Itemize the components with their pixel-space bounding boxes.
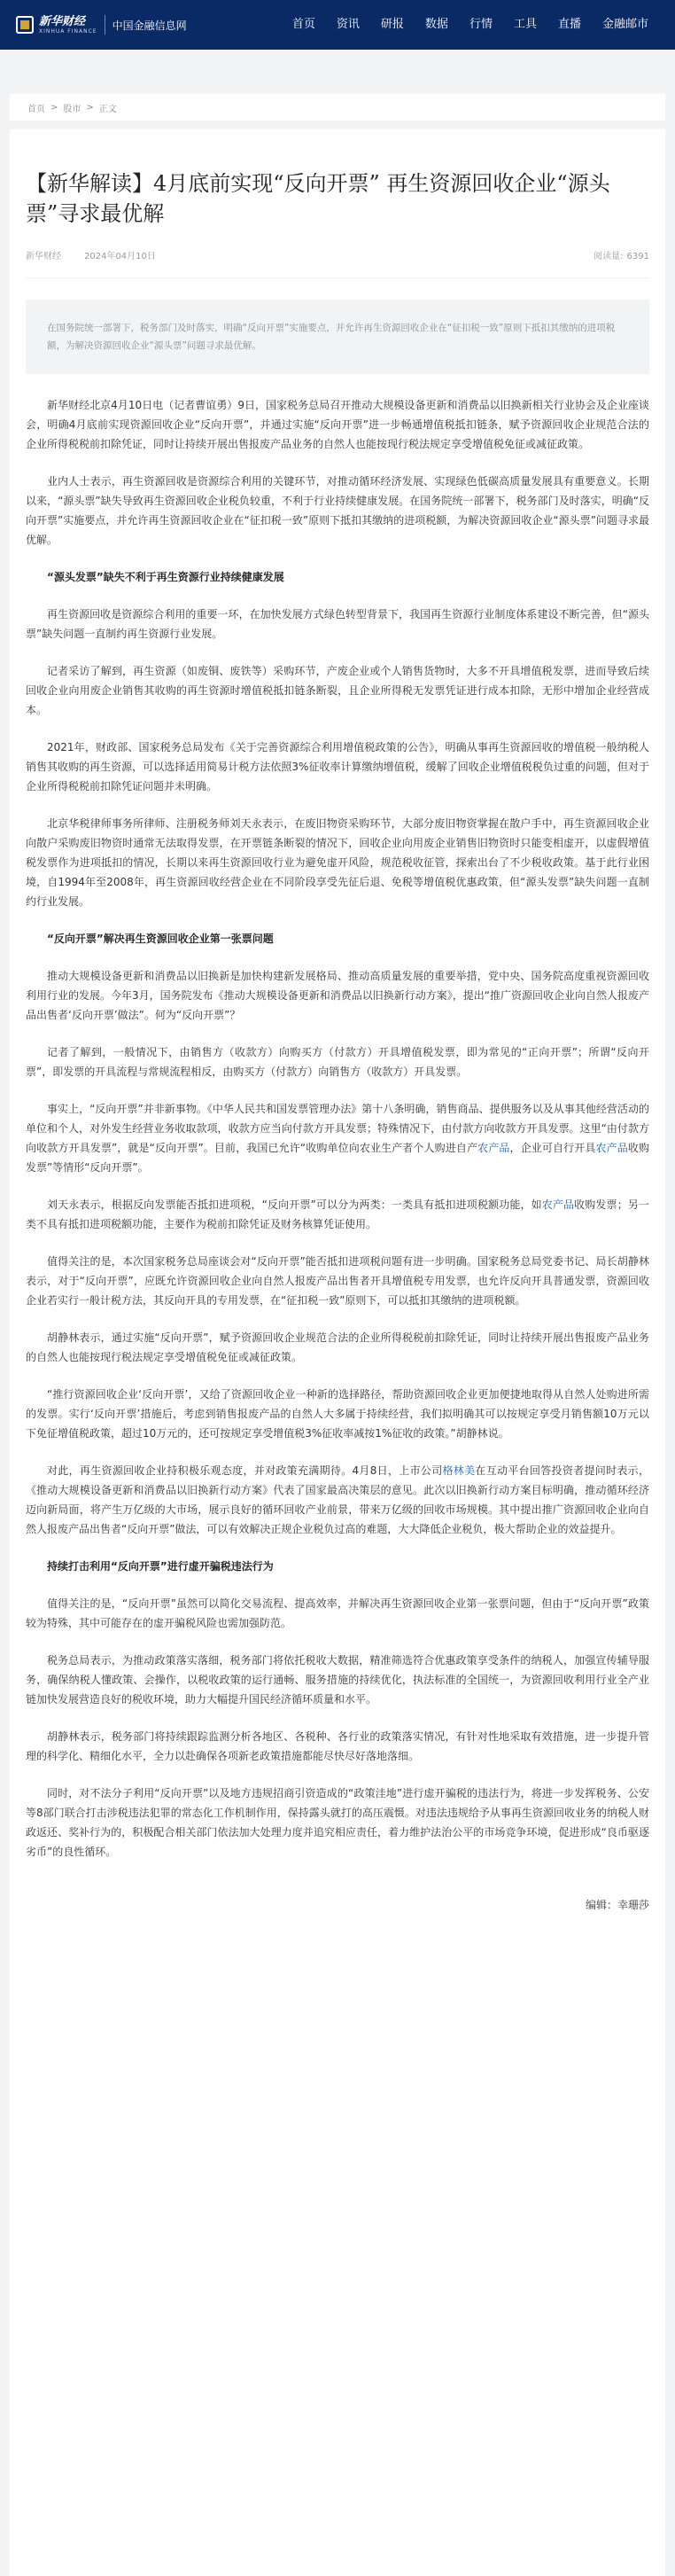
section-heading: 持续打击利用“反向开票”进行虚开骗税违法行为 — [47, 1560, 274, 1573]
article — [10, 129, 665, 2576]
text-span: 事实上，“反向开票”并非新事物。《中华人民共和国发票管理办法》第十八条明确，销售商品、提供服务以及从事其他经营活动的单位和个人，对外发生经营业务收取款项，收款方应当向付款方开具发票；特殊情况下，由付款方向收款方开具发票。这里“由付款方向收款方开具发票”，就是“反向开票”。目前，我国已允许“收购单位向农业生产者个人购进自产 — [26, 1103, 649, 1154]
nav-home[interactable]: 首页 — [291, 18, 315, 31]
article-summary: 在国务院统一部署下，税务部门及时落实，明确“反向开票”实施要点，并允许再生资源回收企业在“征扣税一致”原则下抵扣其缴纳的进项税额，为解决资源回收企业“源头票”问题寻求最优解。 — [26, 300, 649, 374]
section-heading: “反向开票”解决再生资源回收企业第一张票问题 — [47, 933, 274, 945]
nav-data[interactable]: 数据 — [424, 18, 448, 31]
paragraph: 记者了解到，一般情况下，由销售方（收款方）向购买方（付款方）开具增值税发票，即为常见的“正向开票”；所谓“反向开票”，即发票的开具流程与常规流程相反，由购买方（付款方）向销售方（收款方）开具发票。 — [26, 1046, 649, 1078]
breadcrumb-separator: > — [86, 102, 94, 113]
paragraph: “推行资源回收企业‘反向开票’，又给了资源回收企业一种新的选择路径，帮助资源回收企业更加便捷地取得从自然人处购进所需的发票。实行‘反向开票’措施后，考虑到销售报废产品的自然人大多属于持续经营，我们拟明确其可以按规定享受月销售额10万元以下免征增值税政策，超过10万元的，还可按规定享受增值税3%征收率减按1%征收的政策。”胡静林说。 — [26, 1388, 649, 1440]
paragraph — [26, 1195, 649, 1234]
nav-tools[interactable]: 工具 — [513, 18, 537, 31]
text-span: ，企业可自行开具 — [509, 1142, 596, 1154]
nav-news[interactable]: 资讯 — [336, 18, 360, 31]
agricultural-products-link[interactable]: 农产品 — [477, 1142, 510, 1154]
nav-finance-stamps[interactable]: 金融邮市 — [601, 18, 648, 31]
views-label: 阅读量: — [594, 252, 624, 262]
breadcrumb-separator: > — [50, 102, 58, 113]
article-views — [594, 248, 649, 262]
nav-research[interactable]: 研报 — [380, 18, 404, 31]
paragraph — [26, 1099, 649, 1177]
article-date: 2024年04月10日 — [84, 252, 156, 262]
paragraph: 税务总局表示，为推动政策落实落细，税务部门将依托税收大数据，精准筛选符合优惠政策享受条件的纳税人，加强宣传辅导服务，确保纳税人懂政策、会操作，以税收政策的运行通畅、服务措施的持续优化，执法标准的全国统一，为资源回收利用行业全产业链加快发展营造良好的税收环境，助力大幅提升国民经济循环质量和水平。 — [26, 1654, 649, 1706]
article-body — [26, 395, 649, 1912]
breadcrumb-current: 正文 — [98, 104, 117, 114]
article-source: 新华财经 — [26, 252, 61, 262]
paragraph: 2021年，财政部、国家税务总局发布《关于完善资源综合利用增值税政策的公告》，明确从事再生资源回收的增值税一般纳税人销售其收购的再生资源，可以选择适用简易计税方法依照3%征收率计算缴纳增值税，缓解了回收企业增值税税负过重的问题，但对于企业所得税税前扣除凭证问题并未明确。 — [26, 741, 649, 792]
paragraph: 值得关注的是，“反向开票”虽然可以简化交易流程、提高效率，并解决再生资源回收企业第一张票问题，但由于“反向开票”政策较为特殊，其中可能存在的虚开骗税风险也需加强防范。 — [26, 1597, 649, 1629]
views-count: 6391 — [626, 252, 649, 262]
breadcrumb-stocks[interactable]: 股市 — [63, 104, 81, 114]
article-editor: 编辑：幸珊莎 — [585, 1899, 649, 1911]
text-span: 收购发票”等情形“反向开票”。 — [26, 1142, 649, 1174]
agricultural-products-link[interactable]: 农产品 — [541, 1198, 575, 1211]
paragraph: 推动大规模设备更新和消费品以旧换新是加快构建新发展格局、推动高质量发展的重要举措，党中央、国务院高度重视资源回收利用行业的发展。今年3月，国务院发布《推动大规模设备更新和消费品以旧换新行动方案》，提出“推广资源回收企业向自然人报废产品出售者‘反向开票’做法”。何为“反向开票”？ — [26, 970, 649, 1021]
paragraph: 胡静林表示，税务部门将持续跟踪监测分析各地区、各税种、各行业的政策落实情况，有针对性地采取有效措施，进一步提升管理的科学化、精细化水平，全力以赴确保各项新老政策措施都能尽快尽好落地落细。 — [26, 1730, 649, 1762]
page-wrapper — [0, 50, 675, 2576]
agricultural-products-link[interactable]: 农产品 — [595, 1142, 628, 1154]
paragraph: 新华财经北京4月10日电（记者曹谊勇）9日，国家税务总局召开推动大规模设备更新和消费品以旧换新相关行业协会及企业座谈会，明确4月底前实现资源回收企业“反向开票”，并通过实施“反向开票”进一步畅通增值税抵扣链条，赋予资源回收企业规范合法的企业所得税税前扣除凭证，同时让持续开展出售报废产品业务的自然人也能按现行税法规定享受增值税免征或减征政策。 — [26, 399, 649, 450]
paragraph: 同时，对不法分子利用“反向开票”以及地方违规招商引资造成的“政策洼地”进行虚开骗税的违法行为，将进一步发挥税务、公安等8部门联合打击涉税违法犯罪的常态化工作机制作用，保持露头就打的高压震慑。对违法违规给予从事再生资源回收业务的纳税人财政返还、奖补行为的，积极配合相关部门依法加大处理力度并追究相应责任，着力维护法治公平的市场竞争环境，促进形成“良币驱逐劣币”的良性循环。 — [26, 1787, 649, 1858]
nav-quotes[interactable]: 行情 — [469, 18, 493, 31]
logo-subtitle: XINHUA FINANCE — [39, 27, 97, 35]
logo-icon — [16, 16, 34, 34]
paragraph — [26, 1461, 649, 1539]
site-name: 中国金融信息网 — [112, 19, 187, 32]
text-span: 在互动平台回答投资者提问时表示，《推动大规模设备更新和消费品以旧换新行动方案》代表了国家最高决策层的意见。此次以旧换新行动方案目标明确，推动循环经济迈向新局面，将产生万亿级的大市场，展示良好的循环回收产业前景，带来万亿级的回收市场规模。其中提出推广资源回收企业向自然人报废产品出售者“反向开票”做法，可以有效解决正规企业税负过高的难题，大大降低企业税负，极大帮助企业的效益提升。 — [26, 1464, 649, 1535]
paragraph: 胡静林表示，通过实施“反向开票”，赋予资源回收企业规范合法的企业所得税税前扣除凭证，同时让持续开展出售报废产品业务的自然人也能按现行税法规定享受增值税免征或减征政策。 — [26, 1331, 649, 1363]
article-meta — [26, 248, 649, 278]
paragraph: 记者采访了解到，再生资源（如废铜、废铁等）采购环节，产废企业或个人销售货物时，大多不开具增值税发票，进而导致后续回收企业向用废企业销售其收购的再生资源时增值税抵扣链条断裂，且企业所得税无发票凭证进行成本扣除，无形中增加企业经营成本。 — [26, 665, 649, 716]
breadcrumb-home[interactable]: 首页 — [27, 104, 45, 114]
gem-company-link[interactable]: 格林美 — [442, 1464, 476, 1477]
paragraph: 业内人士表示，再生资源回收是资源综合利用的关键环节，对推动循环经济发展、实现绿色低碳高质量发展具有重要意义。长期以来，“源头票”缺失导致再生资源回收企业税负较重，不利于行业持续健康发展。在国务院统一部署下，税务部门及时落实，明确“反向开票”实施要点，并允许再生资源回收企业在“征扣税一致”原则下抵扣其缴纳的进项税额，为解决资源回收企业“源头票”问题寻求最优解。 — [26, 475, 649, 546]
article-title: 【新华解读】4月底前实现“反向开票” 再生资源回收企业“源头票”寻求最优解 — [26, 171, 610, 226]
section-heading: “源头发票”缺失不利于再生资源行业持续健康发展 — [47, 571, 284, 583]
top-navigation-bar — [0, 0, 675, 50]
paragraph: 值得关注的是，本次国家税务总局座谈会对“反向开票”能否抵扣进项税问题有进一步明确。国家税务总局党委书记、局长胡静林表示，对于“反向开票”，应既允许资源回收企业向自然人报废产品出售者开具增值税专用发票，也允许反向开具普通发票，资源回收企业若实行一般计税方法，其反向开具的专用发票，在“征扣税一致”原则下，可以抵扣其缴纳的进项税额。 — [26, 1255, 649, 1307]
text-span: 收购发票；另一类不具有抵扣进项税额功能，主要作为税前扣除凭证及财务核算凭证使用。 — [26, 1198, 649, 1230]
text-span: 对此，再生资源回收企业持积极乐观态度，并对政策充满期待。4月8日，上市公司 — [47, 1464, 443, 1477]
paragraph: 北京华税律师事务所律师、注册税务师刘天永表示，在废旧物资采购环节，大部分废旧物资掌握在散户手中，再生资源回收企业向散户采购废旧物资时通常无法取得发票，在开票链条断裂的情况下，回收企业向用废企业销售旧物资时只能变相虚开，以虚假增值税发票作为进项抵扣的情况，长期以来再生资源回收行业为避免虚开风险，规范税收征管，探索出台了不少税收政策。基于此行业困境，自1994年至2008年，再生资源回收经营企业在不同阶段享受先征后退、免税等增值税优惠政策，但“源头发票”缺失问题一直制约行业发展。 — [26, 817, 649, 908]
breadcrumb — [10, 94, 665, 121]
site-logo[interactable] — [16, 7, 211, 43]
main-nav — [282, 0, 659, 50]
paragraph: 再生资源回收是资源综合利用的重要一环，在加快发展方式绿色转型背景下，我国再生资源行业制度体系建设不断完善，但“源头票”缺失问题一直制约再生资源行业发展。 — [26, 608, 649, 640]
nav-live[interactable]: 直播 — [557, 18, 581, 31]
text-span: 刘天永表示，根据反向发票能否抵扣进项税，“反向开票”可以分为两类：一类具有抵扣进项税额功能，如 — [47, 1198, 542, 1211]
logo-text: 新华财经 — [39, 14, 86, 28]
